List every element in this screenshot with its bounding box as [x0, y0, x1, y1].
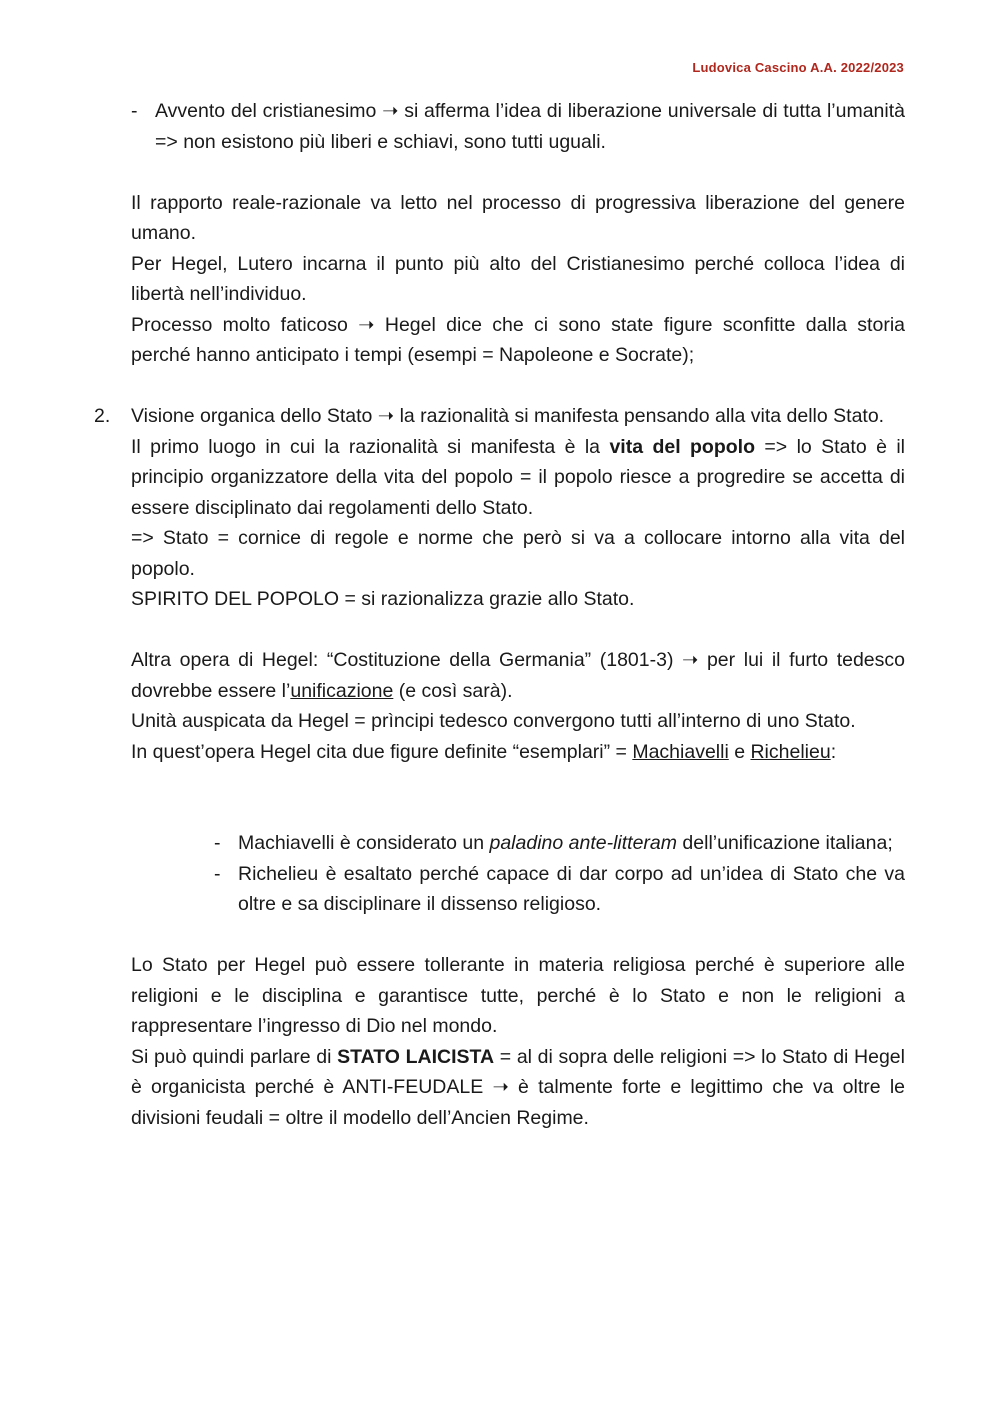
paragraph-stato-laicista: [131, 1042, 905, 1134]
numbered-item-2: [94, 401, 905, 615]
paragraph-esemplari: [131, 737, 905, 768]
underlined-term: unificazione: [290, 679, 394, 702]
spacer: [131, 920, 905, 951]
text-span: In quest’opera Hegel cita due figure definite “esemplari” =: [131, 740, 633, 763]
paragraph-lutero: Per Hegel, Lutero incarna il punto più alto del Cristianesimo perché colloca l’idea di libertà nell’individuo.: [131, 252, 905, 305]
underlined-term: Machiavelli: [632, 740, 729, 763]
list-item-machiavelli: [214, 828, 905, 859]
italic-term: paladino ante-litteram: [489, 832, 678, 854]
text-span: Il primo luogo in cui la razionalità si manifesta è la: [131, 435, 610, 458]
bold-term: STATO LAICISTA: [337, 1045, 495, 1068]
text-span: e: [728, 740, 751, 763]
paragraph-spirito-popolo: SPIRITO DEL POPOLO = si razionalizza grazie allo Stato.: [131, 588, 635, 610]
document-body: [94, 96, 905, 1133]
text-span: => lo Stato è il principio organizzatore della vita del popolo = il popolo riesce a progredire se accetta di essere disciplinato dai regolamenti dello Stato.: [131, 435, 905, 519]
dash-bullet: -: [131, 100, 138, 122]
underlined-term: Richelieu: [750, 740, 831, 763]
spacer: [131, 157, 905, 188]
paragraph-visione-organica: Visione organica dello Stato ➝ la razionalità si manifesta pensando alla vita dello Stato.: [131, 405, 885, 427]
text-span: :: [830, 740, 837, 763]
bold-term: vita del popolo: [609, 435, 755, 458]
paragraph-stato-tollerante: Lo Stato per Hegel può essere tollerante in materia religiosa perché è superiore alle religioni e le disciplina e garantisce tutte, perché è lo Stato e non le religioni a rappresentare l’ingresso di Dio nel mondo.: [131, 954, 905, 1037]
paragraph-reale-razionale: Il rapporto reale-razionale va letto nel processo di progressiva liberazione del genere umano.: [131, 191, 905, 244]
spacer: [131, 767, 905, 798]
paragraph-vita-popolo: [131, 432, 905, 524]
text-span: = al di sopra delle religioni => lo Stato di Hegel è organicista perché è ANTI-FEUDALE ➝ è talmente forte e legittimo che va oltre le divisioni feudali = oltre il modello dell’Ancien Regime.: [131, 1045, 905, 1129]
text-span: dell’unificazione italiana;: [677, 832, 893, 854]
spacer: [131, 798, 905, 829]
spacer: [131, 615, 905, 646]
page-header-author: Ludovica Cascino A.A. 2022/2023: [692, 60, 904, 75]
paragraph-unita: Unità auspicata da Hegel = prìncipi tedesco convergono tutti all’interno di uno Stato.: [131, 710, 856, 732]
text-span: (e così sarà).: [393, 679, 513, 702]
item-number: 2.: [94, 405, 111, 427]
dash-bullet: -: [214, 832, 221, 854]
list-item-richelieu: [214, 859, 905, 920]
paragraph-cornice: => Stato = cornice di regole e norme che però si va a collocare intorno alla vita del popolo.: [131, 527, 905, 580]
text-span: Altra opera di Hegel: “Costituzione della Germania” (1801-3) ➝ per lui il furto tedesco dovrebbe essere l’: [131, 649, 905, 702]
sub-list: [214, 828, 905, 920]
list-item-text: Richelieu è esaltato perché capace di dar corpo ad un’idea di Stato che va oltre e sa disciplinare il dissenso religioso.: [238, 862, 905, 915]
list-item-text: Avvento del cristianesimo ➝ si afferma l’idea di liberazione universale di tutta l’umanità => non esistono più liberi e schiavi, sono tutti uguali.: [155, 100, 905, 153]
list-item-cristianesimo: [131, 96, 905, 157]
paragraph-costituzione: [131, 645, 905, 706]
text-span: Machiavelli è considerato un: [238, 832, 490, 854]
spacer: [131, 371, 905, 402]
text-span: Si può quindi parlare di: [131, 1045, 338, 1068]
dash-bullet: -: [214, 862, 221, 885]
paragraph-processo: Processo molto faticoso ➝ Hegel dice che ci sono state figure sconfitte dalla storia perché hanno anticipato i tempi (esempi = Napoleone e Socrate);: [131, 313, 905, 366]
